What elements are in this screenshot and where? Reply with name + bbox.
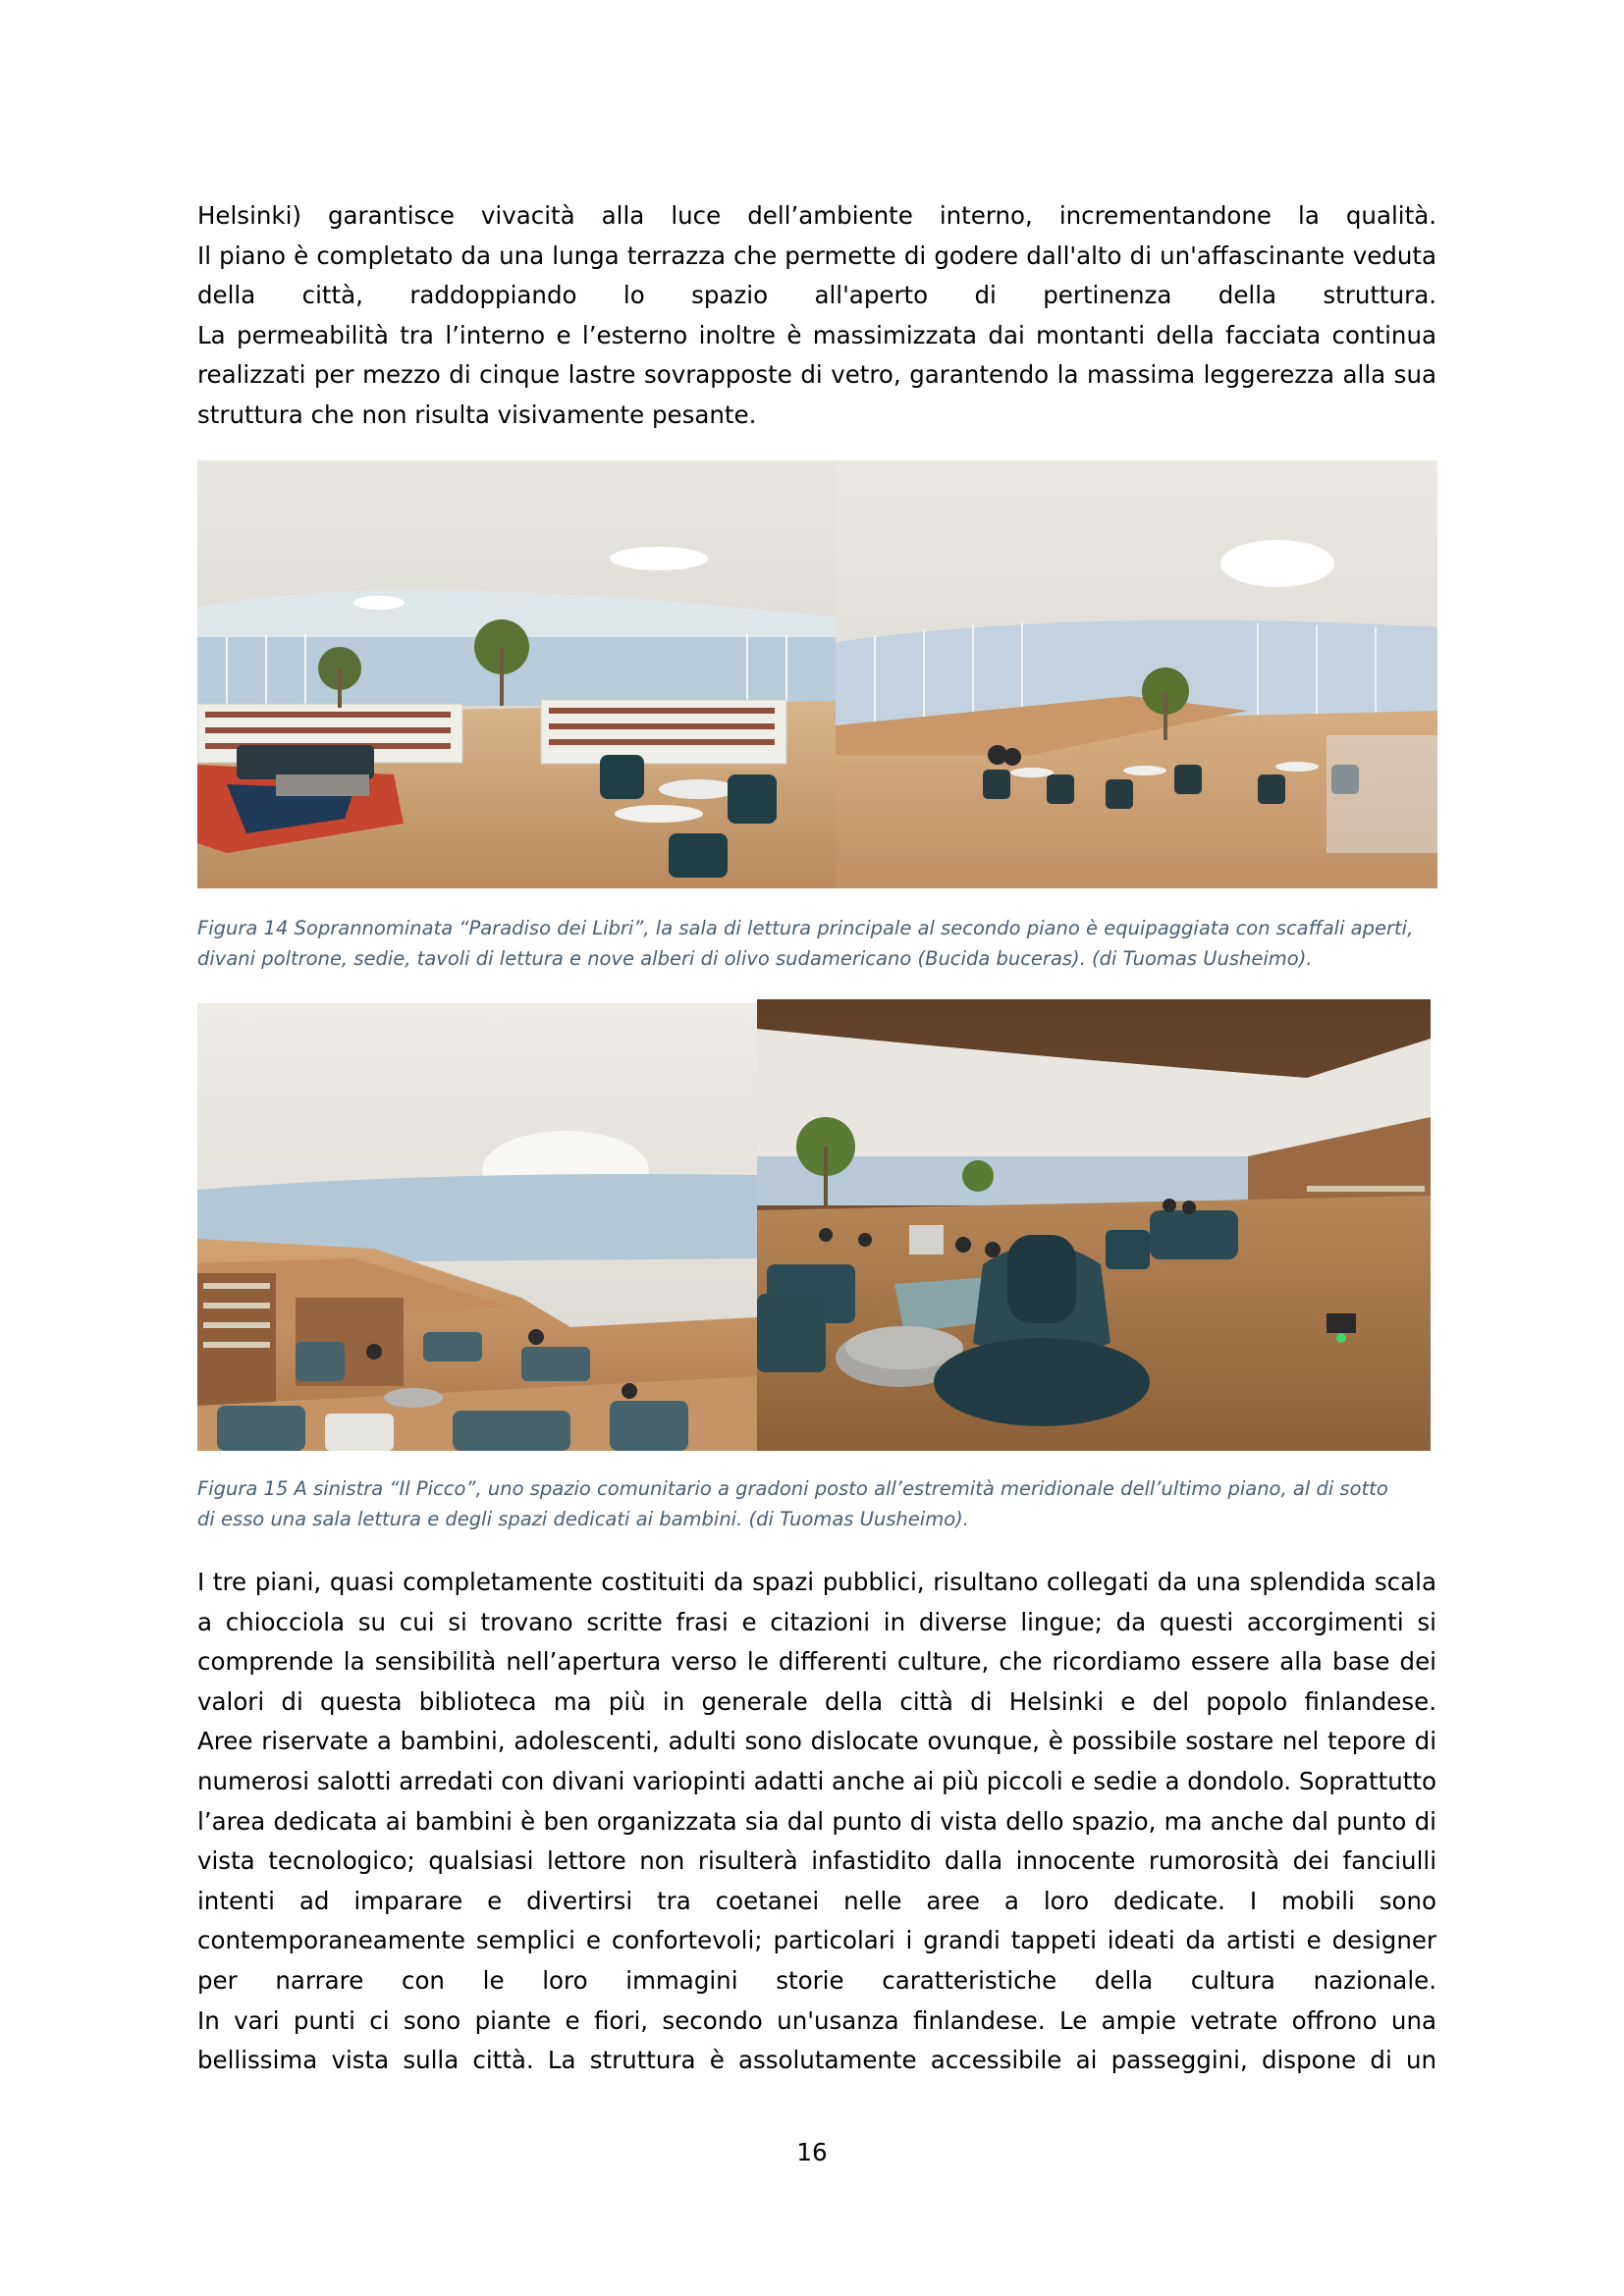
caption-line: Figura 14 Soprannominata “Paradiso dei Libri”, la sala di lettura principale al secondo piano è equipaggiata con scaffali aperti,: [197, 917, 1414, 939]
text-line: In vari punti ci sono piante e fiori, secondo un'usanza finlandese. Le ampie vetrate offrono una: [197, 2005, 1436, 2035]
photo-reading-hall-bookshelves: [197, 460, 836, 888]
photo-reading-hall-terraces: [836, 460, 1437, 888]
text-line: Il piano è completato da una lunga terrazza che permette di godere dall'alto di un'affascinante veduta: [197, 240, 1436, 270]
text-line: intenti ad imparare e divertirsi tra coetanei nelle aree a loro dedicate. I mobili sono: [197, 1886, 1436, 1915]
photo-children-area: [757, 999, 1431, 1451]
text-line: Aree riservate a bambini, adolescenti, adulti sono dislocate ovunque, è possibile sostare nel tepore di: [197, 1727, 1436, 1756]
caption-line: di esso una sala lettura e degli spazi dedicati ai bambini. (di Tuomas Uusheimo).: [197, 1508, 969, 1530]
text-line: realizzati per mezzo di cinque lastre sovrapposte di vetro, garantendo la massima leggerezza alla sua: [197, 360, 1436, 390]
photo-il-picco-lounge: [197, 1003, 757, 1451]
text-line: struttura che non risulta visivamente pesante.: [197, 400, 757, 429]
text-line: per narrare con le loro immagini storie caratteristiche della cultura nazionale.: [197, 1965, 1436, 1995]
text-line: bellissima vista sulla città. La struttura è assolutamente accessibile ai passeggini, dispone di un: [197, 2046, 1436, 2075]
text-line: comprende la sensibilità nell’apertura verso le differenti culture, che ricordiamo essere alla base dei: [197, 1647, 1436, 1677]
text-line: della città, raddoppiando lo spazio all'aperto di pertinenza della struttura.: [197, 281, 1436, 310]
text-line: La permeabilità tra l’interno e l’esterno inoltre è massimizzata dai montanti della facciata continua: [197, 320, 1436, 349]
caption-line: divani poltrone, sedie, tavoli di lettura e nove alberi di olivo sudamericano (Bucida buceras). (di Tuomas Uusheimo).: [197, 947, 1313, 970]
page-number: 16: [796, 2138, 828, 2166]
text-line: contemporaneamente semplici e confortevoli; particolari i grandi tappeti ideati da artisti e designer: [197, 1926, 1436, 1955]
text-line: a chiocciola su cui si trovano scritte frasi e citazioni in diverse lingue; da questi accorgimenti si: [197, 1607, 1436, 1636]
intro-paragraph: [197, 196, 1436, 436]
text-line: numerosi salotti arredati con divani variopinti adatti anche ai più piccoli e sedie a dondolo. Soprattutto: [197, 1766, 1436, 1795]
caption-line: Figura 15 A sinistra “Il Picco”, uno spazio comunitario a gradoni posto all’estremità meridionale dell’ultimo piano, al di sotto: [197, 1477, 1388, 1500]
text-line: vista tecnologico; qualsiasi lettore non risulterà infastidito dalla innocente rumorosità dei fanciulli: [197, 1846, 1436, 1876]
figure-15-caption: [197, 1473, 1436, 1534]
text-line: Helsinki) garantisce vivacità alla luce dell’ambiente interno, incrementandone la qualità.: [197, 201, 1436, 230]
text-line: l’area dedicata ai bambini è ben organizzata sia dal punto di vista dello spazio, ma anche dal punto di: [197, 1806, 1436, 1836]
text-line: I tre piani, quasi completamente costituiti da spazi pubblici, risultano collegati da una splendida scala: [197, 1568, 1436, 1596]
text-line: valori di questa biblioteca ma più in generale della città di Helsinki e del popolo finlandese.: [197, 1686, 1436, 1716]
figure-14-caption: [197, 913, 1436, 974]
main-paragraph: [197, 1563, 1436, 2081]
